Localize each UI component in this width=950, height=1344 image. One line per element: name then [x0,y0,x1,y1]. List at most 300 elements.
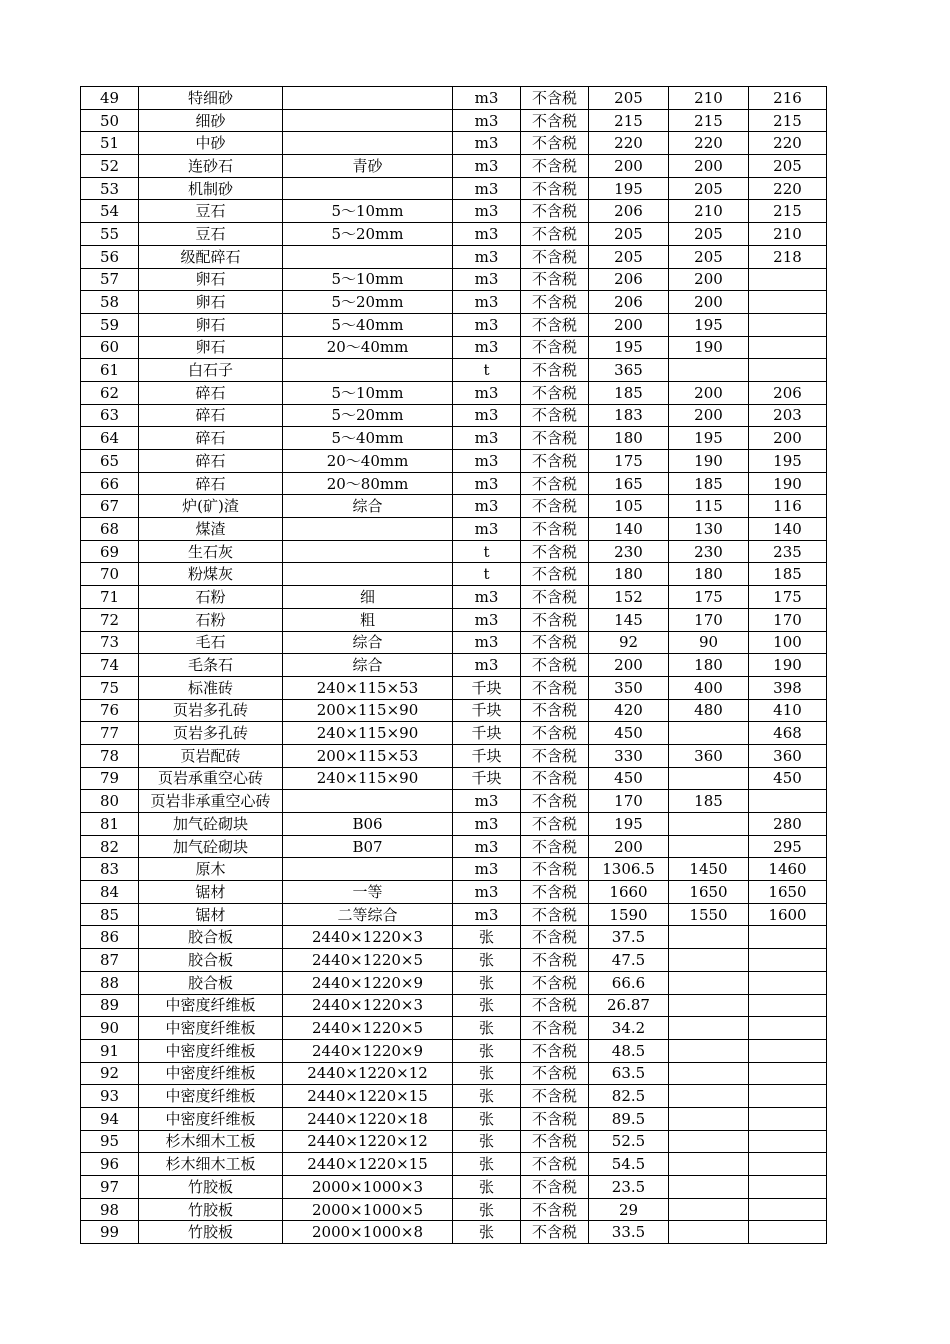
spec-cell: 2000×1000×8 [283,1221,453,1244]
spec-cell: 综合 [283,654,453,677]
row-number-cell: 53 [81,177,139,200]
price-cell-1: 215 [589,109,669,132]
price-cell-3: 190 [749,654,827,677]
price-cell-1: 29 [589,1198,669,1221]
price-cell-3: 195 [749,450,827,473]
tax-cell: 不含税 [521,540,589,563]
unit-cell: 张 [453,994,521,1017]
price-cell-3: 100 [749,631,827,654]
price-cell-2 [669,949,749,972]
unit-cell: m3 [453,790,521,813]
price-cell-2: 200 [669,404,749,427]
table-row [81,699,827,722]
price-cell-3 [749,1039,827,1062]
price-cell-3: 190 [749,472,827,495]
price-cell-1: 195 [589,813,669,836]
row-number-cell: 55 [81,223,139,246]
unit-cell: t [453,563,521,586]
spec-cell [283,245,453,268]
row-number-cell: 79 [81,767,139,790]
price-cell-1: 195 [589,177,669,200]
price-cell-2: 400 [669,676,749,699]
material-name-cell: 卵石 [139,291,283,314]
price-cell-3 [749,1062,827,1085]
table-row [81,631,827,654]
material-name-cell: 加气砼砌块 [139,813,283,836]
price-cell-3: 215 [749,109,827,132]
material-name-cell: 特细砂 [139,87,283,110]
tax-cell: 不含税 [521,472,589,495]
unit-cell: m3 [453,291,521,314]
tax-cell: 不含税 [521,1017,589,1040]
price-cell-1: 1590 [589,903,669,926]
price-cell-3 [749,1017,827,1040]
price-cell-3: 1460 [749,858,827,881]
material-name-cell: 碎石 [139,450,283,473]
unit-cell: m3 [453,155,521,178]
material-name-cell: 碎石 [139,472,283,495]
price-cell-3: 295 [749,835,827,858]
table-row [81,245,827,268]
table-row [81,359,827,382]
price-cell-3: 203 [749,404,827,427]
price-cell-1: 180 [589,563,669,586]
table-row [81,1039,827,1062]
price-cell-2: 195 [669,313,749,336]
row-number-cell: 95 [81,1130,139,1153]
price-cell-2: 205 [669,177,749,200]
tax-cell: 不含税 [521,813,589,836]
spec-cell: B06 [283,813,453,836]
tax-cell: 不含税 [521,926,589,949]
unit-cell: m3 [453,631,521,654]
tax-cell: 不含税 [521,608,589,631]
tax-cell: 不含税 [521,223,589,246]
spec-cell: 2000×1000×3 [283,1176,453,1199]
price-cell-1: 170 [589,790,669,813]
spec-cell: B07 [283,835,453,858]
price-cell-2: 205 [669,223,749,246]
price-table [80,86,827,1244]
price-cell-2 [669,1176,749,1199]
material-name-cell: 页岩非承重空心砖 [139,790,283,813]
price-cell-1: 205 [589,223,669,246]
tax-cell: 不含税 [521,631,589,654]
row-number-cell: 61 [81,359,139,382]
spec-cell: 二等综合 [283,903,453,926]
tax-cell: 不含税 [521,1130,589,1153]
table-row [81,381,827,404]
table-row [81,223,827,246]
unit-cell: m3 [453,87,521,110]
price-cell-2: 190 [669,450,749,473]
price-cell-1: 183 [589,404,669,427]
tax-cell: 不含税 [521,835,589,858]
table-row [81,313,827,336]
table-row [81,518,827,541]
price-cell-1: 200 [589,835,669,858]
price-cell-1: 165 [589,472,669,495]
row-number-cell: 75 [81,676,139,699]
table-row [81,767,827,790]
price-cell-2: 210 [669,200,749,223]
spec-cell: 200×115×90 [283,699,453,722]
table-row [81,722,827,745]
price-cell-2 [669,1153,749,1176]
spec-cell [283,518,453,541]
price-cell-2: 130 [669,518,749,541]
tax-cell: 不含税 [521,881,589,904]
row-number-cell: 70 [81,563,139,586]
price-cell-2: 205 [669,245,749,268]
tax-cell: 不含税 [521,1221,589,1244]
material-name-cell: 胶合板 [139,971,283,994]
price-cell-3 [749,359,827,382]
row-number-cell: 89 [81,994,139,1017]
tax-cell: 不含税 [521,155,589,178]
table-body [81,87,827,1244]
spec-cell: 2000×1000×5 [283,1198,453,1221]
material-name-cell: 页岩多孔砖 [139,722,283,745]
price-cell-2: 175 [669,586,749,609]
table-row [81,608,827,631]
material-name-cell: 加气砼砌块 [139,835,283,858]
table-row [81,1221,827,1244]
price-cell-3: 1600 [749,903,827,926]
price-cell-3: 116 [749,495,827,518]
row-number-cell: 84 [81,881,139,904]
price-cell-3: 410 [749,699,827,722]
table-row [81,744,827,767]
price-cell-2 [669,926,749,949]
unit-cell: m3 [453,381,521,404]
price-cell-3: 450 [749,767,827,790]
tax-cell: 不含税 [521,245,589,268]
tax-cell: 不含税 [521,336,589,359]
row-number-cell: 54 [81,200,139,223]
row-number-cell: 67 [81,495,139,518]
tax-cell: 不含税 [521,381,589,404]
price-cell-2: 115 [669,495,749,518]
unit-cell: m3 [453,200,521,223]
tax-cell: 不含税 [521,1198,589,1221]
tax-cell: 不含税 [521,949,589,972]
price-cell-1: 1660 [589,881,669,904]
row-number-cell: 76 [81,699,139,722]
unit-cell: m3 [453,313,521,336]
price-cell-3: 216 [749,87,827,110]
table-row [81,1017,827,1040]
price-cell-1: 175 [589,450,669,473]
price-cell-1: 152 [589,586,669,609]
material-name-cell: 卵石 [139,336,283,359]
row-number-cell: 69 [81,540,139,563]
tax-cell: 不含税 [521,1153,589,1176]
price-cell-3 [749,1107,827,1130]
table-row [81,177,827,200]
spec-cell [283,858,453,881]
price-cell-2: 200 [669,291,749,314]
price-cell-3: 170 [749,608,827,631]
table-row [81,676,827,699]
spec-cell [283,790,453,813]
price-cell-1: 200 [589,313,669,336]
price-cell-1: 195 [589,336,669,359]
tax-cell: 不含税 [521,699,589,722]
price-cell-2 [669,1062,749,1085]
table-row [81,1153,827,1176]
unit-cell: m3 [453,881,521,904]
row-number-cell: 72 [81,608,139,631]
tax-cell: 不含税 [521,177,589,200]
table-row [81,858,827,881]
spec-cell: 5～10mm [283,200,453,223]
spec-cell: 2440×1220×3 [283,994,453,1017]
price-cell-2 [669,359,749,382]
unit-cell: t [453,359,521,382]
tax-cell: 不含税 [521,1107,589,1130]
price-cell-1: 206 [589,291,669,314]
tax-cell: 不含税 [521,268,589,291]
row-number-cell: 65 [81,450,139,473]
unit-cell: m3 [453,654,521,677]
tax-cell: 不含税 [521,563,589,586]
row-number-cell: 87 [81,949,139,972]
price-cell-3: 220 [749,177,827,200]
unit-cell: m3 [453,268,521,291]
price-cell-2: 170 [669,608,749,631]
row-number-cell: 83 [81,858,139,881]
row-number-cell: 97 [81,1176,139,1199]
price-cell-2: 195 [669,427,749,450]
material-name-cell: 中密度纤维板 [139,994,283,1017]
table-row [81,336,827,359]
unit-cell: 张 [453,949,521,972]
tax-cell: 不含税 [521,676,589,699]
tax-cell: 不含税 [521,654,589,677]
price-cell-3: 140 [749,518,827,541]
price-cell-1: 206 [589,268,669,291]
material-name-cell: 胶合板 [139,949,283,972]
price-cell-2: 185 [669,790,749,813]
unit-cell: m3 [453,495,521,518]
table-row [81,268,827,291]
row-number-cell: 99 [81,1221,139,1244]
table-row [81,881,827,904]
table-row [81,495,827,518]
spec-cell [283,359,453,382]
material-name-cell: 石粉 [139,586,283,609]
price-cell-3 [749,336,827,359]
material-name-cell: 白石子 [139,359,283,382]
price-cell-3 [749,790,827,813]
price-cell-1: 230 [589,540,669,563]
unit-cell: m3 [453,608,521,631]
unit-cell: 张 [453,926,521,949]
price-cell-1: 200 [589,155,669,178]
price-cell-3: 215 [749,200,827,223]
unit-cell: 千块 [453,767,521,790]
row-number-cell: 60 [81,336,139,359]
price-cell-3: 1650 [749,881,827,904]
price-cell-2 [669,835,749,858]
unit-cell: 张 [453,1153,521,1176]
unit-cell: 张 [453,1221,521,1244]
material-name-cell: 豆石 [139,200,283,223]
table-row [81,949,827,972]
spec-cell: 2440×1220×3 [283,926,453,949]
row-number-cell: 50 [81,109,139,132]
row-number-cell: 56 [81,245,139,268]
table-row [81,109,827,132]
price-cell-3: 398 [749,676,827,699]
material-name-cell: 页岩承重空心砖 [139,767,283,790]
unit-cell: m3 [453,835,521,858]
tax-cell: 不含税 [521,790,589,813]
tax-cell: 不含税 [521,291,589,314]
row-number-cell: 49 [81,87,139,110]
material-name-cell: 标准砖 [139,676,283,699]
price-cell-1: 33.5 [589,1221,669,1244]
row-number-cell: 71 [81,586,139,609]
price-cell-3: 235 [749,540,827,563]
unit-cell: m3 [453,177,521,200]
spec-cell [283,563,453,586]
price-cell-2: 220 [669,132,749,155]
tax-cell: 不含税 [521,359,589,382]
price-cell-1: 26.87 [589,994,669,1017]
price-cell-2 [669,994,749,1017]
spec-cell: 2440×1220×15 [283,1153,453,1176]
price-cell-3: 220 [749,132,827,155]
material-name-cell: 碎石 [139,404,283,427]
tax-cell: 不含税 [521,722,589,745]
row-number-cell: 59 [81,313,139,336]
unit-cell: m3 [453,245,521,268]
tax-cell: 不含税 [521,903,589,926]
price-cell-2: 360 [669,744,749,767]
tax-cell: 不含税 [521,87,589,110]
price-cell-2 [669,1130,749,1153]
material-name-cell: 中砂 [139,132,283,155]
spec-cell: 5～20mm [283,223,453,246]
price-cell-3 [749,1176,827,1199]
price-cell-3 [749,971,827,994]
table-row [81,291,827,314]
row-number-cell: 93 [81,1085,139,1108]
material-name-cell: 机制砂 [139,177,283,200]
table-row [81,427,827,450]
price-cell-3 [749,1198,827,1221]
price-cell-2: 480 [669,699,749,722]
price-cell-3 [749,291,827,314]
material-name-cell: 毛条石 [139,654,283,677]
spec-cell: 细 [283,586,453,609]
table-row [81,835,827,858]
price-cell-1: 180 [589,427,669,450]
spec-cell: 20～40mm [283,336,453,359]
tax-cell: 不含税 [521,1039,589,1062]
row-number-cell: 78 [81,744,139,767]
row-number-cell: 85 [81,903,139,926]
row-number-cell: 94 [81,1107,139,1130]
unit-cell: 千块 [453,744,521,767]
price-cell-2 [669,1107,749,1130]
price-cell-3 [749,926,827,949]
price-cell-2 [669,1221,749,1244]
table-row [81,586,827,609]
row-number-cell: 51 [81,132,139,155]
spec-cell: 2440×1220×12 [283,1062,453,1085]
material-name-cell: 碎石 [139,381,283,404]
tax-cell: 不含税 [521,1062,589,1085]
price-cell-3 [749,994,827,1017]
spec-cell: 2440×1220×5 [283,949,453,972]
unit-cell: 千块 [453,699,521,722]
row-number-cell: 77 [81,722,139,745]
unit-cell: t [453,540,521,563]
tax-cell: 不含税 [521,450,589,473]
price-cell-3: 175 [749,586,827,609]
material-name-cell: 原木 [139,858,283,881]
spec-cell: 5～40mm [283,427,453,450]
spec-cell: 5～10mm [283,381,453,404]
spec-cell: 240×115×53 [283,676,453,699]
tax-cell: 不含税 [521,518,589,541]
tax-cell: 不含税 [521,971,589,994]
table-row [81,813,827,836]
tax-cell: 不含税 [521,109,589,132]
price-cell-2: 1650 [669,881,749,904]
spec-cell: 5～20mm [283,404,453,427]
unit-cell: m3 [453,518,521,541]
tax-cell: 不含税 [521,200,589,223]
row-number-cell: 81 [81,813,139,836]
spec-cell: 2440×1220×12 [283,1130,453,1153]
row-number-cell: 86 [81,926,139,949]
unit-cell: 张 [453,1198,521,1221]
table-row [81,450,827,473]
unit-cell: m3 [453,336,521,359]
material-name-cell: 锯材 [139,903,283,926]
unit-cell: m3 [453,450,521,473]
material-name-cell: 锯材 [139,881,283,904]
material-name-cell: 杉木细木工板 [139,1153,283,1176]
unit-cell: m3 [453,858,521,881]
unit-cell: m3 [453,109,521,132]
spec-cell: 5～40mm [283,313,453,336]
price-cell-1: 89.5 [589,1107,669,1130]
price-cell-3: 360 [749,744,827,767]
material-name-cell: 细砂 [139,109,283,132]
table-row [81,472,827,495]
price-cell-2: 200 [669,381,749,404]
price-cell-3: 206 [749,381,827,404]
material-name-cell: 碎石 [139,427,283,450]
material-name-cell: 中密度纤维板 [139,1062,283,1085]
material-name-cell: 炉(矿)渣 [139,495,283,518]
unit-cell: m3 [453,813,521,836]
table-row [81,1107,827,1130]
spec-cell: 240×115×90 [283,722,453,745]
price-cell-1: 48.5 [589,1039,669,1062]
unit-cell: m3 [453,404,521,427]
price-cell-3 [749,1153,827,1176]
material-name-cell: 竹胶板 [139,1221,283,1244]
price-cell-3: 468 [749,722,827,745]
price-cell-3 [749,313,827,336]
table-row [81,87,827,110]
